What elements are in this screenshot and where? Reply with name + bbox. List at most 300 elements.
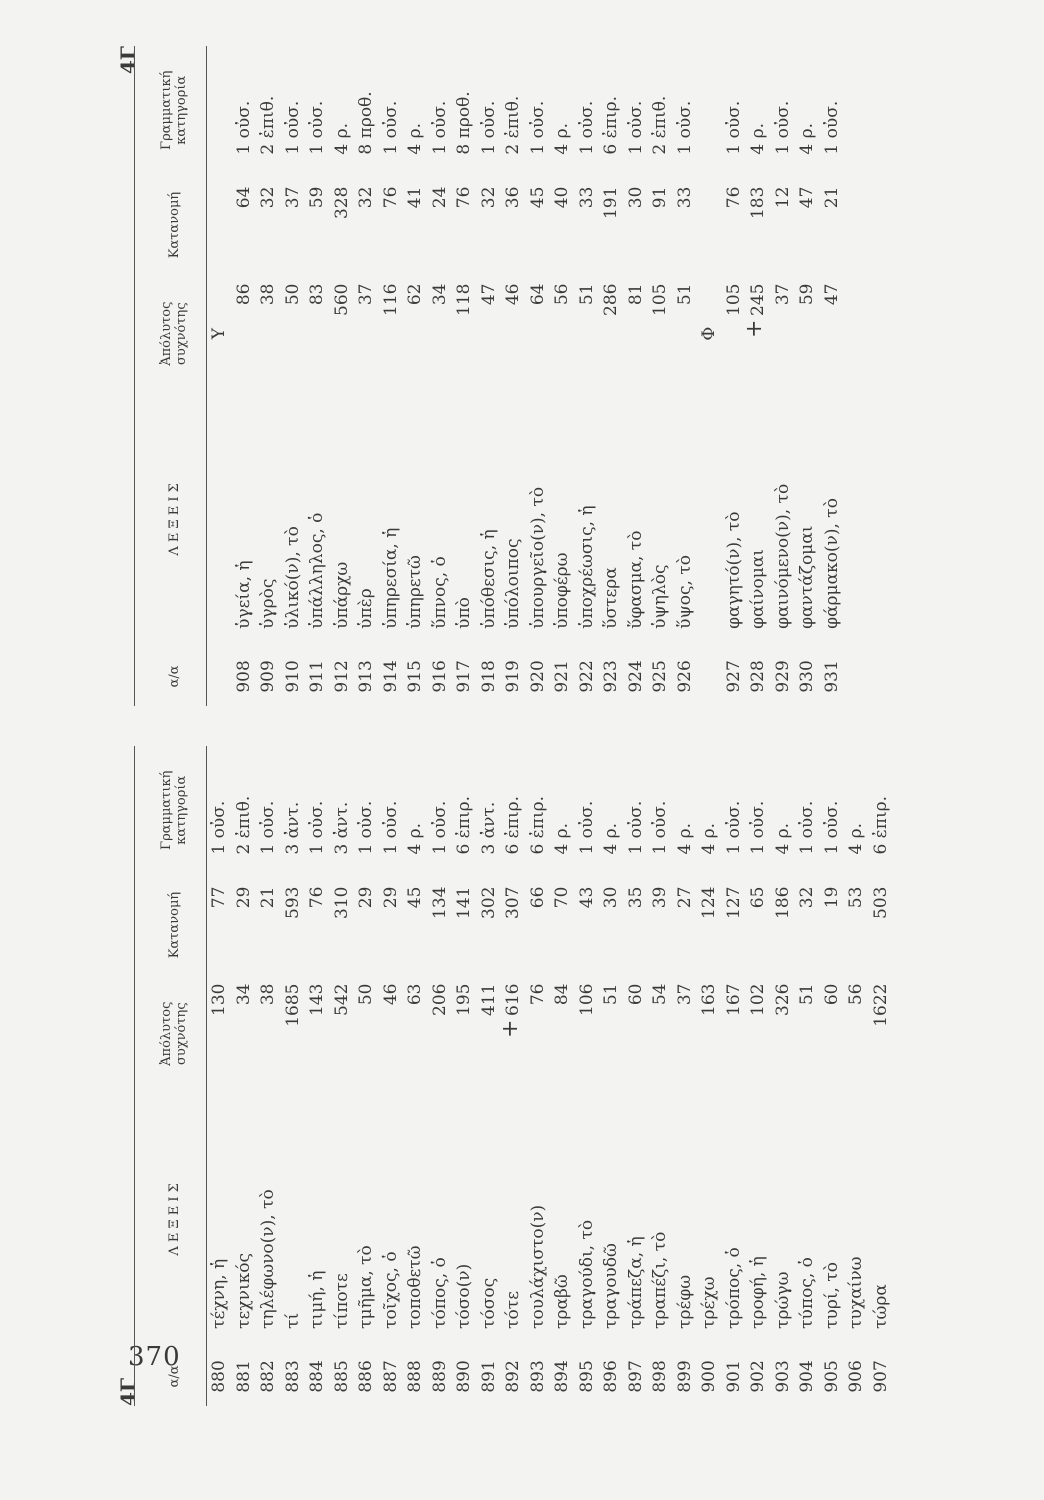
row-category: 1 οὐσ. bbox=[748, 800, 768, 855]
row-frequency: 105 bbox=[650, 283, 670, 316]
table-row bbox=[281, 746, 306, 1406]
row-frequency: 411 bbox=[478, 983, 499, 1016]
row-index: 895 bbox=[576, 1360, 597, 1393]
row-category: 6 ἐπιρ. bbox=[454, 795, 474, 855]
table-row bbox=[820, 46, 845, 706]
row-word: τρέφω bbox=[674, 1274, 695, 1329]
row-distribution: 65 bbox=[748, 886, 768, 909]
row-word: τόσο(ν) bbox=[454, 1263, 474, 1329]
row-distribution: 32 bbox=[258, 186, 278, 209]
row-word: ὑπηρεσία, ἡ bbox=[380, 527, 401, 629]
row-category: 4 ρ. bbox=[846, 822, 866, 855]
row-word: τώρα bbox=[870, 1284, 891, 1329]
row-index: 898 bbox=[650, 1360, 670, 1393]
row-index: 891 bbox=[478, 1360, 499, 1393]
row-category: 1 οὐσ. bbox=[576, 100, 597, 155]
table-row bbox=[795, 746, 820, 1406]
row-word: φαντάζομαι bbox=[797, 525, 817, 629]
row-distribution: 53 bbox=[846, 886, 866, 909]
table-row bbox=[673, 46, 698, 706]
table-row bbox=[354, 746, 379, 1406]
table-row bbox=[575, 746, 600, 1406]
row-index: 919 bbox=[503, 660, 523, 693]
row-index: 906 bbox=[846, 1360, 866, 1393]
table-row bbox=[207, 746, 232, 1406]
row-distribution: 43 bbox=[576, 886, 597, 909]
row-category: 4 ρ. bbox=[748, 122, 768, 155]
table-row bbox=[746, 46, 771, 706]
table-row bbox=[550, 746, 575, 1406]
frequency-table-right bbox=[142, 46, 844, 706]
header-rule bbox=[134, 46, 135, 706]
row-distribution: 503 bbox=[870, 886, 891, 919]
row-word: φάρμακο(ν), τὸ bbox=[821, 498, 842, 629]
row-word: ὑποχρέωσις, ἡ bbox=[576, 505, 597, 629]
row-category: 1 οὐσ. bbox=[797, 800, 817, 855]
row-word: ὑπάλληλος, ὁ bbox=[307, 512, 327, 629]
row-distribution: 36 bbox=[503, 186, 523, 209]
row-frequency: 37 bbox=[356, 283, 376, 306]
row-distribution: 35 bbox=[625, 886, 646, 909]
row-index: 889 bbox=[429, 1360, 450, 1393]
table-row bbox=[624, 746, 649, 1406]
row-category: 4 ρ. bbox=[405, 822, 425, 855]
row-frequency: 46 bbox=[380, 983, 401, 1006]
row-category: 6 ἐπιρ. bbox=[601, 95, 621, 155]
row-frequency: 56 bbox=[846, 983, 866, 1006]
letter-heading: Υ bbox=[209, 328, 229, 340]
row-index: 896 bbox=[601, 1360, 621, 1393]
row-distribution: 21 bbox=[258, 886, 278, 909]
table-row bbox=[232, 46, 257, 706]
row-distribution: 33 bbox=[576, 186, 597, 209]
col-header-frequency: Ἀπόλυτος συχνότης bbox=[142, 976, 207, 1092]
row-word: τίποτε bbox=[331, 1273, 352, 1329]
table-row bbox=[330, 746, 355, 1406]
row-index: 897 bbox=[625, 1360, 646, 1393]
row-index: 907 bbox=[870, 1360, 891, 1393]
row-frequency: 51 bbox=[797, 983, 817, 1006]
row-index: 924 bbox=[625, 660, 646, 693]
table-row bbox=[232, 746, 257, 1406]
row-frequency: 54 bbox=[650, 983, 670, 1006]
table-row bbox=[550, 46, 575, 706]
row-frequency: 47 bbox=[478, 283, 499, 306]
col-header-words: Λ Ε Ξ Ε Ι Σ bbox=[142, 392, 207, 647]
table-row bbox=[330, 46, 355, 706]
row-index: 911 bbox=[307, 660, 327, 693]
left-table-section bbox=[78, 746, 898, 1406]
table-row bbox=[624, 46, 649, 706]
row-distribution: 134 bbox=[429, 886, 450, 919]
row-frequency: 143 bbox=[307, 983, 327, 1016]
row-word: τότε bbox=[503, 1290, 523, 1329]
table-row bbox=[403, 46, 428, 706]
row-frequency: 116 bbox=[380, 283, 401, 316]
row-distribution: 307 bbox=[503, 886, 523, 919]
row-distribution: 30 bbox=[625, 186, 646, 209]
row-distribution: 76 bbox=[454, 186, 474, 209]
row-category: 6 ἐπιρ. bbox=[870, 795, 891, 855]
table-row bbox=[452, 46, 477, 706]
row-category: 1 οὐσ. bbox=[625, 800, 646, 855]
table-row bbox=[648, 746, 673, 1406]
row-word: τόσος bbox=[478, 1277, 499, 1329]
row-word: τοποθετῶ bbox=[405, 1245, 425, 1329]
row-distribution: 76 bbox=[307, 886, 327, 909]
row-index: 910 bbox=[282, 660, 303, 693]
col-header-category: Γραμματική κατηγορία bbox=[142, 46, 207, 175]
row-index: 914 bbox=[380, 660, 401, 693]
row-frequency: 60 bbox=[821, 983, 842, 1006]
row-frequency: 56 bbox=[552, 283, 572, 306]
row-index: 909 bbox=[258, 660, 278, 693]
row-distribution: 19 bbox=[821, 886, 842, 909]
row-index: 888 bbox=[405, 1360, 425, 1393]
letter-heading-row bbox=[207, 46, 232, 706]
table-row bbox=[501, 746, 526, 1406]
row-category: 1 οὐσ. bbox=[307, 800, 327, 855]
table-row bbox=[305, 46, 330, 706]
row-word: τμῆμα, τὸ bbox=[356, 1245, 376, 1329]
row-word: τεχνικός bbox=[233, 1252, 254, 1329]
row-category: 2 ἐπιθ. bbox=[650, 95, 670, 155]
row-index: 930 bbox=[797, 660, 817, 693]
row-word: ὑπάρχω bbox=[331, 561, 352, 629]
row-frequency: 50 bbox=[356, 983, 376, 1006]
row-word: ὑγεία, ἡ bbox=[233, 560, 254, 629]
row-frequency: 195 bbox=[454, 983, 474, 1016]
row-index: 902 bbox=[748, 1360, 768, 1393]
table-row bbox=[648, 46, 673, 706]
row-word: ὕφασμα, τὸ bbox=[625, 530, 646, 629]
row-index: 883 bbox=[282, 1360, 303, 1393]
row-category: 3 ἀντ. bbox=[331, 801, 352, 855]
row-frequency: 326 bbox=[772, 983, 793, 1016]
row-distribution: 30 bbox=[601, 886, 621, 909]
row-distribution: 32 bbox=[478, 186, 499, 209]
row-distribution: 593 bbox=[282, 886, 303, 919]
row-index: 917 bbox=[454, 660, 474, 693]
row-distribution: 186 bbox=[772, 886, 793, 919]
row-distribution: 124 bbox=[699, 886, 719, 919]
table-row bbox=[452, 746, 477, 1406]
row-category: 8 προθ. bbox=[356, 91, 376, 155]
row-distribution: 76 bbox=[723, 186, 744, 209]
row-word: τρώγω bbox=[772, 1271, 793, 1329]
row-category: 1 οὐσ. bbox=[625, 100, 646, 155]
row-word: τοῖχος, ὁ bbox=[380, 1251, 401, 1329]
row-category: 4 ρ. bbox=[405, 122, 425, 155]
row-frequency: 59 bbox=[797, 283, 817, 306]
row-frequency: 118 bbox=[454, 283, 474, 316]
row-word: τρόπος, ὁ bbox=[723, 1247, 744, 1329]
row-category: 4 ρ. bbox=[674, 822, 695, 855]
row-word: ὑπηρετῶ bbox=[405, 555, 425, 629]
row-distribution: 32 bbox=[356, 186, 376, 209]
col-header-index: α/α bbox=[142, 647, 207, 706]
col-header-index: α/α bbox=[142, 1347, 207, 1406]
row-index: 881 bbox=[233, 1360, 254, 1393]
row-category: 1 οὐσ. bbox=[380, 800, 401, 855]
row-distribution: 191 bbox=[601, 186, 621, 220]
row-category: 4 ρ. bbox=[797, 122, 817, 155]
row-word: ὑπόθεσις, ἡ bbox=[478, 529, 499, 629]
row-index: 928 bbox=[748, 660, 768, 693]
row-word: τρέχω bbox=[699, 1276, 719, 1329]
row-category: 1 οὐσ. bbox=[478, 100, 499, 155]
row-category: 4 ρ. bbox=[772, 822, 793, 855]
row-category: 4 ρ. bbox=[331, 122, 352, 155]
row-index: 893 bbox=[527, 1360, 548, 1393]
table-row bbox=[305, 746, 330, 1406]
row-category: 3 ἀντ. bbox=[478, 801, 499, 855]
row-index: 920 bbox=[527, 660, 548, 693]
table-row bbox=[477, 46, 502, 706]
row-index: 931 bbox=[821, 660, 842, 693]
row-frequency: 60 bbox=[625, 983, 646, 1006]
row-frequency: 286 bbox=[601, 283, 621, 316]
row-distribution: 39 bbox=[650, 886, 670, 909]
row-word: ὑπουργεῖο(ν), τὸ bbox=[527, 486, 548, 629]
row-category: 1 οὐσ. bbox=[307, 100, 327, 155]
row-frequency: 37 bbox=[674, 983, 695, 1006]
row-distribution: 59 bbox=[307, 186, 327, 209]
row-distribution: 40 bbox=[552, 186, 572, 209]
table-row bbox=[501, 46, 526, 706]
row-frequency: 51 bbox=[601, 983, 621, 1006]
table-row bbox=[575, 46, 600, 706]
row-frequency: 50 bbox=[282, 283, 303, 306]
table-row bbox=[673, 746, 698, 1406]
row-index: 885 bbox=[331, 1360, 352, 1393]
row-frequency: 51 bbox=[674, 283, 695, 306]
row-word: τραγουδῶ bbox=[601, 1243, 621, 1329]
plus-mark: + bbox=[498, 1019, 523, 1038]
frequency-table-left bbox=[142, 746, 893, 1406]
table-row bbox=[428, 46, 453, 706]
row-category: 4 ρ. bbox=[601, 822, 621, 855]
row-distribution: 24 bbox=[429, 186, 450, 209]
table-row bbox=[477, 746, 502, 1406]
row-word: ὕψος, τὸ bbox=[674, 555, 695, 629]
left-table-body bbox=[207, 746, 894, 1406]
row-word: φαίνομαι bbox=[748, 549, 768, 629]
row-index: 915 bbox=[405, 660, 425, 693]
row-category: 1 οὐσ. bbox=[723, 800, 744, 855]
section-code: 4Γ bbox=[116, 1377, 140, 1406]
table-row bbox=[746, 746, 771, 1406]
row-category: 2 ἐπιθ. bbox=[233, 795, 254, 855]
header-rule bbox=[134, 746, 135, 1406]
row-index: 886 bbox=[356, 1360, 376, 1393]
row-distribution: 66 bbox=[527, 886, 548, 909]
row-frequency: 1685 bbox=[282, 983, 303, 1027]
row-frequency: 62 bbox=[405, 283, 425, 306]
row-word: ὕστερα bbox=[601, 567, 621, 629]
row-index: 929 bbox=[772, 660, 793, 693]
row-distribution: 70 bbox=[552, 886, 572, 909]
row-category: 1 οὐσ. bbox=[356, 800, 376, 855]
row-category: 1 οὐσ. bbox=[723, 100, 744, 155]
col-header-words: Λ Ε Ξ Ε Ι Σ bbox=[142, 1092, 207, 1347]
row-frequency: 84 bbox=[552, 983, 572, 1006]
table-row bbox=[869, 746, 894, 1406]
row-frequency: 616 bbox=[503, 983, 523, 1016]
row-index: 908 bbox=[233, 660, 254, 693]
table-row bbox=[526, 746, 551, 1406]
row-distribution: 45 bbox=[405, 886, 425, 909]
letter-heading: Φ bbox=[699, 326, 719, 341]
table-row bbox=[281, 46, 306, 706]
row-index: 892 bbox=[503, 1360, 523, 1393]
table-row bbox=[771, 746, 796, 1406]
table-row bbox=[771, 46, 796, 706]
row-category: 1 οὐσ. bbox=[233, 100, 254, 155]
row-frequency: 86 bbox=[233, 283, 254, 306]
row-word: τραβῶ bbox=[552, 1274, 572, 1329]
row-word: τύπος, ὁ bbox=[797, 1257, 817, 1329]
row-word: τί bbox=[282, 1312, 303, 1329]
row-distribution: 29 bbox=[233, 886, 254, 909]
row-category: 1 οὐσ. bbox=[650, 800, 670, 855]
row-category: 8 προθ. bbox=[454, 91, 474, 155]
row-frequency: 206 bbox=[429, 983, 450, 1016]
row-index: 904 bbox=[797, 1360, 817, 1393]
row-frequency: 167 bbox=[723, 983, 744, 1016]
row-category: 3 ἀντ. bbox=[282, 801, 303, 855]
row-frequency: 106 bbox=[576, 983, 597, 1016]
row-category: 1 οὐσ. bbox=[821, 800, 842, 855]
row-word: ὑπὸ bbox=[454, 597, 474, 629]
row-index: 923 bbox=[601, 660, 621, 693]
row-index: 884 bbox=[307, 1360, 327, 1393]
row-distribution: 91 bbox=[650, 186, 670, 209]
row-index: 887 bbox=[380, 1360, 401, 1393]
row-frequency: 38 bbox=[258, 283, 278, 306]
row-word: ὑποφέρω bbox=[552, 552, 572, 629]
table-row bbox=[820, 746, 845, 1406]
col-header-distribution: Κατανομή bbox=[142, 175, 207, 276]
row-word: ὑπόλοιπος bbox=[503, 538, 523, 629]
row-index: 905 bbox=[821, 1360, 842, 1393]
row-frequency: 102 bbox=[748, 983, 768, 1016]
row-distribution: 47 bbox=[797, 186, 817, 209]
row-distribution: 27 bbox=[674, 886, 695, 909]
row-distribution: 21 bbox=[821, 186, 842, 209]
row-word: φαινόμενο(ν), τὸ bbox=[772, 483, 793, 629]
table-row bbox=[379, 746, 404, 1406]
row-index: 922 bbox=[576, 660, 597, 693]
row-word: τυχαίνω bbox=[846, 1256, 866, 1329]
row-category: 1 οὐσ. bbox=[527, 100, 548, 155]
row-index: 926 bbox=[674, 660, 695, 693]
row-distribution: 302 bbox=[478, 886, 499, 919]
row-frequency: 130 bbox=[209, 983, 229, 1016]
row-index: 921 bbox=[552, 660, 572, 693]
row-frequency: 34 bbox=[429, 283, 450, 306]
row-frequency: 245 bbox=[748, 283, 768, 316]
row-word: ὑγρὸς bbox=[258, 578, 278, 629]
col-header-frequency: Ἀπόλυτος συχνότης bbox=[142, 276, 207, 392]
right-table-section bbox=[78, 46, 898, 706]
row-category: 1 οὐσ. bbox=[380, 100, 401, 155]
row-category: 6 ἐπιρ. bbox=[503, 795, 523, 855]
table-row bbox=[722, 46, 747, 706]
row-distribution: 12 bbox=[772, 186, 793, 209]
row-category: 1 οὐσ. bbox=[429, 800, 450, 855]
row-word: ὕπνος, ὁ bbox=[429, 556, 450, 629]
row-distribution: 32 bbox=[797, 886, 817, 909]
row-frequency: 34 bbox=[233, 983, 254, 1006]
rotated-sheet bbox=[78, 6, 898, 1406]
row-word: τροφή, ἡ bbox=[748, 1256, 768, 1329]
row-distribution: 141 bbox=[454, 886, 474, 919]
row-index: 880 bbox=[209, 1360, 229, 1393]
row-index: 913 bbox=[356, 660, 376, 693]
row-word: ὑψηλὸς bbox=[650, 564, 670, 629]
row-word: τιμή, ἡ bbox=[307, 1270, 327, 1329]
row-word: τυρί, τὸ bbox=[821, 1261, 842, 1329]
row-word: τόπος, ὁ bbox=[429, 1257, 450, 1329]
row-distribution: 328 bbox=[331, 186, 352, 220]
table-row bbox=[256, 46, 281, 706]
row-word: τράπεζα, ἡ bbox=[625, 1236, 646, 1329]
row-index: 918 bbox=[478, 660, 499, 693]
row-word: τηλέφωνο(ν), τὸ bbox=[258, 1189, 278, 1329]
table-row bbox=[354, 46, 379, 706]
row-word: τουλάχιστο(ν) bbox=[527, 1204, 548, 1329]
row-index: 890 bbox=[454, 1360, 474, 1393]
row-category: 2 ἐπιθ. bbox=[258, 95, 278, 155]
row-frequency: 560 bbox=[331, 283, 352, 316]
row-distribution: 37 bbox=[282, 186, 303, 209]
row-word: ὑπὲρ bbox=[356, 588, 376, 629]
row-word: τέχνη, ἡ bbox=[209, 1258, 229, 1329]
table-row bbox=[526, 46, 551, 706]
table-row bbox=[256, 746, 281, 1406]
row-index: 903 bbox=[772, 1360, 793, 1393]
row-frequency: 76 bbox=[527, 983, 548, 1006]
row-frequency: 81 bbox=[625, 283, 646, 306]
row-category: 1 οὐσ. bbox=[576, 800, 597, 855]
row-frequency: 51 bbox=[576, 283, 597, 306]
row-frequency: 38 bbox=[258, 983, 278, 1006]
row-word: τραπέζι, τὸ bbox=[650, 1231, 670, 1329]
row-frequency: 64 bbox=[527, 283, 548, 306]
row-frequency: 105 bbox=[723, 283, 744, 316]
table-row bbox=[844, 746, 869, 1406]
page-number: 370 bbox=[128, 1342, 181, 1372]
row-distribution: 76 bbox=[380, 186, 401, 209]
row-index: 927 bbox=[723, 660, 744, 693]
row-frequency: 83 bbox=[307, 283, 327, 306]
row-category: 4 ρ. bbox=[699, 822, 719, 855]
row-frequency: 37 bbox=[772, 283, 793, 306]
row-index: 912 bbox=[331, 660, 352, 693]
row-distribution: 183 bbox=[748, 186, 768, 220]
row-distribution: 41 bbox=[405, 186, 425, 209]
row-distribution: 310 bbox=[331, 886, 352, 919]
row-distribution: 29 bbox=[380, 886, 401, 909]
table-row bbox=[697, 746, 722, 1406]
row-distribution: 33 bbox=[674, 186, 695, 209]
row-category: 6 ἐπιρ. bbox=[527, 795, 548, 855]
col-header-category: Γραμματική κατηγορία bbox=[142, 746, 207, 875]
row-word: τραγούδι, τὸ bbox=[576, 1219, 597, 1329]
table-row bbox=[379, 46, 404, 706]
table-row bbox=[403, 746, 428, 1406]
